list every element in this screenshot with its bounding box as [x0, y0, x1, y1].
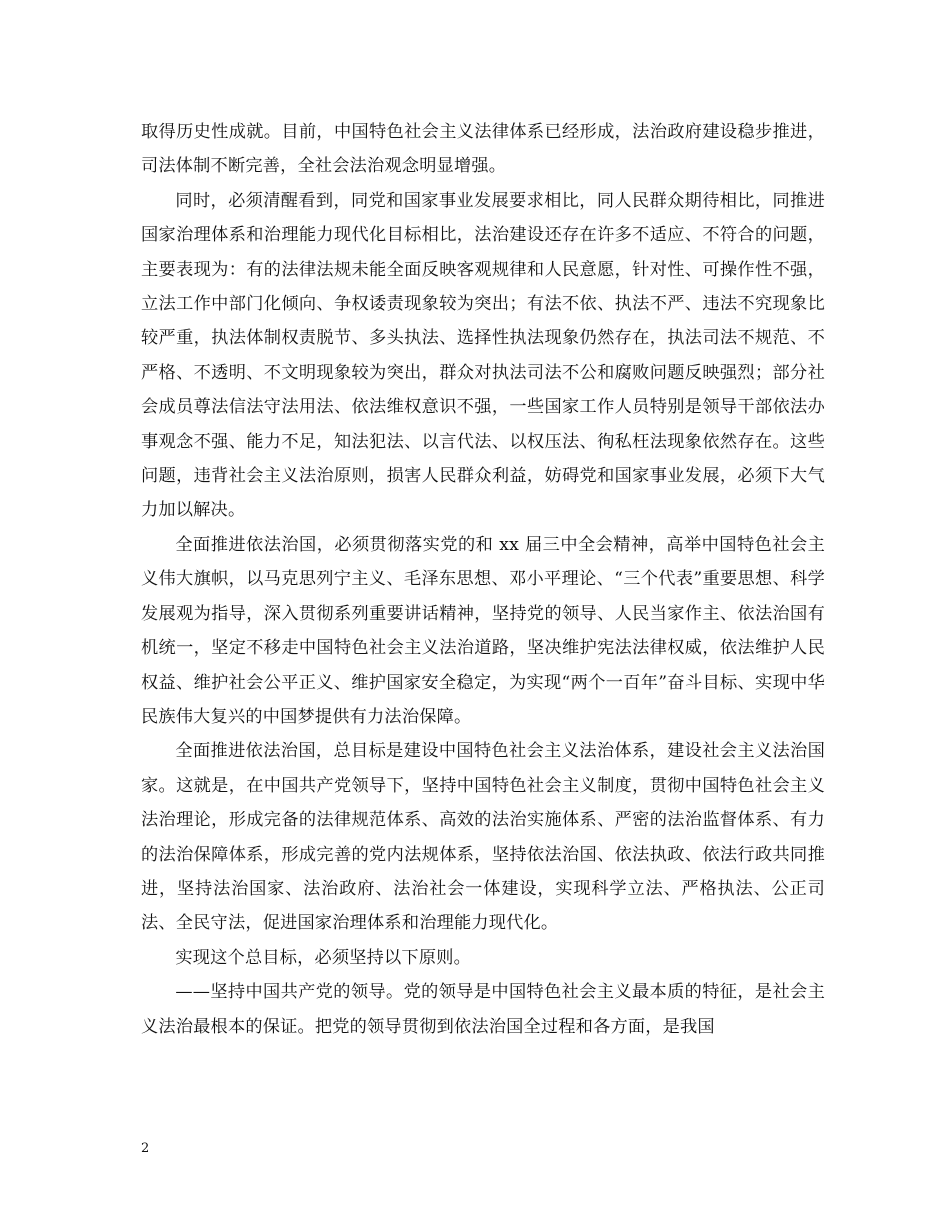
paragraph-4: 全面推进依法治国，总目标是建设中国特色社会主义法治体系，建设社会主义法治国家。这就是，在中国共产党领导下，坚持中国特色社会主义制度，贯彻中国特色社会主义法治理论，形成完备的法律规范体系、高效的法治实施体系、严密的法治监督体系、有力的法治保障体系，形成完善的党内法规体系，坚持依法治国、依法执政、依法行政共同推进，坚持法治国家、法治政府、法治社会一体建设，实现科学立法、严格执法、公正司法、全民守法，促进国家治理体系和治理能力现代化。 — [141, 741, 825, 934]
paragraph-5: 实现这个总目标，必须坚持以下原则。 — [175, 947, 471, 968]
paragraph-3: 全面推进依法治国，必须贯彻落实党的和 xx 届三中全会精神，高举中国特色社会主义伟大旗帜，以马克思列宁主义、毛泽东思想、邓小平理论、“三个代表”重要思想、科学发展观为指导，深入贯彻系列重要讲话精神，坚持党的领导、人民当家作主、依法治国有机统一，坚定不移走中国特色社会主义法治道路，坚决维护宪法法律权威，依法维护人民权益、维护社会公平正义、维护国家安全稳定，为实现“两个一百年”奋斗目标、实现中华民族伟大复兴的中国梦提供有力法治保障。 — [141, 534, 825, 727]
paragraph-2: 同时，必须清醒看到，同党和国家事业发展要求相比，同人民群众期待相比，同推进国家治理体系和治理能力现代化目标相比，法治建设还存在许多不适应、不符合的问题，主要表现为：有的法律法规未能全面反映客观规律和人民意愿，针对性、可操作性不强，立法工作中部门化倾向、争权诿责现象较为突出；有法不依、执法不严、违法不究现象比较严重，执法体制权责脱节、多头执法、选择性执法现象仍然存在，执法司法不规范、不严格、不透明、不文明现象较为突出，群众对执法司法不公和腐败问题反映强烈；部分社会成员尊法信法守法用法、依法维权意识不强，一些国家工作人员特别是领导干部依法办事观念不强、能力不足，知法犯法、以言代法、以权压法、徇私枉法现象依然存在。这些问题，违背社会主义法治原则，损害人民群众利益，妨碍党和国家事业发展，必须下大气力加以解决。 — [141, 190, 825, 521]
paragraph-1: 取得历史性成就。目前，中国特色社会主义法律体系已经形成，法治政府建设稳步推进，司法体制不断完善，全社会法治观念明显增强。 — [141, 122, 825, 177]
page-number: 2 — [141, 1141, 150, 1156]
paragraph-6: ——坚持中国共产党的领导。党的领导是中国特色社会主义最本质的特征，是社会主义法治最根本的保证。把党的领导贯彻到依法治国全过程和各方面，是我国 — [141, 982, 825, 1037]
body-text — [141, 115, 825, 1044]
